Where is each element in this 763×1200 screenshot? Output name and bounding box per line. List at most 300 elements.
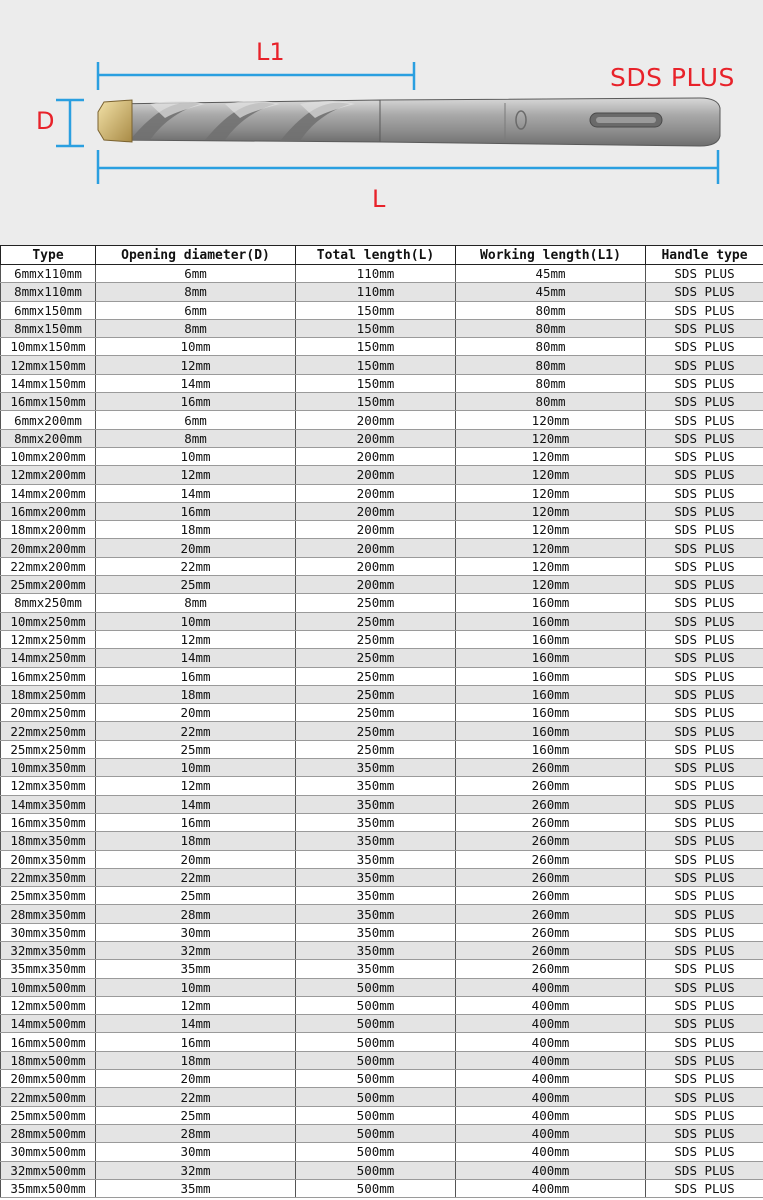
cell-working-length: 80mm xyxy=(456,338,646,356)
cell-handle-type: SDS PLUS xyxy=(646,557,763,575)
table-row xyxy=(1,941,763,959)
header-type: Type xyxy=(1,246,96,265)
cell-type: 16mmx250mm xyxy=(1,667,96,685)
cell-opening-diameter: 16mm xyxy=(96,667,296,685)
cell-working-length: 160mm xyxy=(456,612,646,630)
cell-opening-diameter: 22mm xyxy=(96,722,296,740)
cell-opening-diameter: 25mm xyxy=(96,576,296,594)
cell-handle-type: SDS PLUS xyxy=(646,722,763,740)
label-l1: L1 xyxy=(256,38,285,66)
table-row xyxy=(1,301,763,319)
drill-shank xyxy=(380,98,720,146)
table-row xyxy=(1,704,763,722)
cell-working-length: 120mm xyxy=(456,502,646,520)
cell-working-length: 260mm xyxy=(456,868,646,886)
table-row xyxy=(1,374,763,392)
cell-opening-diameter: 8mm xyxy=(96,429,296,447)
cell-type: 32mmx500mm xyxy=(1,1161,96,1179)
cell-total-length: 350mm xyxy=(296,868,456,886)
cell-opening-diameter: 20mm xyxy=(96,704,296,722)
cell-total-length: 350mm xyxy=(296,923,456,941)
cell-working-length: 260mm xyxy=(456,850,646,868)
cell-opening-diameter: 10mm xyxy=(96,338,296,356)
table-row xyxy=(1,649,763,667)
cell-total-length: 500mm xyxy=(296,1088,456,1106)
cell-opening-diameter: 12mm xyxy=(96,466,296,484)
cell-type: 10mmx250mm xyxy=(1,612,96,630)
cell-total-length: 150mm xyxy=(296,319,456,337)
cell-type: 20mmx500mm xyxy=(1,1070,96,1088)
cell-total-length: 200mm xyxy=(296,521,456,539)
cell-type: 25mmx250mm xyxy=(1,740,96,758)
cell-working-length: 160mm xyxy=(456,722,646,740)
cell-working-length: 120mm xyxy=(456,557,646,575)
cell-working-length: 120mm xyxy=(456,411,646,429)
cell-handle-type: SDS PLUS xyxy=(646,594,763,612)
cell-opening-diameter: 20mm xyxy=(96,539,296,557)
cell-type: 22mmx250mm xyxy=(1,722,96,740)
cell-working-length: 400mm xyxy=(456,978,646,996)
cell-working-length: 260mm xyxy=(456,960,646,978)
cell-type: 8mmx200mm xyxy=(1,429,96,447)
table-row xyxy=(1,740,763,758)
cell-total-length: 150mm xyxy=(296,356,456,374)
table-row xyxy=(1,1143,763,1161)
cell-handle-type: SDS PLUS xyxy=(646,813,763,831)
cell-opening-diameter: 28mm xyxy=(96,1124,296,1142)
cell-type: 28mmx350mm xyxy=(1,905,96,923)
cell-working-length: 120mm xyxy=(456,521,646,539)
cell-handle-type: SDS PLUS xyxy=(646,704,763,722)
cell-total-length: 250mm xyxy=(296,594,456,612)
cell-working-length: 160mm xyxy=(456,667,646,685)
table-row xyxy=(1,722,763,740)
table-row xyxy=(1,393,763,411)
cell-total-length: 200mm xyxy=(296,429,456,447)
table-row xyxy=(1,1179,763,1197)
cell-handle-type: SDS PLUS xyxy=(646,868,763,886)
cell-opening-diameter: 16mm xyxy=(96,1033,296,1051)
cell-handle-type: SDS PLUS xyxy=(646,1033,763,1051)
header-opening-diameter: Opening diameter(D) xyxy=(96,246,296,265)
cell-type: 14mmx150mm xyxy=(1,374,96,392)
cell-handle-type: SDS PLUS xyxy=(646,941,763,959)
drill-bit-diagram xyxy=(0,0,763,245)
cell-opening-diameter: 10mm xyxy=(96,612,296,630)
table-row xyxy=(1,923,763,941)
cell-total-length: 500mm xyxy=(296,1161,456,1179)
table-row xyxy=(1,1051,763,1069)
cell-handle-type: SDS PLUS xyxy=(646,484,763,502)
cell-type: 18mmx350mm xyxy=(1,832,96,850)
cell-type: 35mmx350mm xyxy=(1,960,96,978)
cell-type: 14mmx200mm xyxy=(1,484,96,502)
cell-opening-diameter: 20mm xyxy=(96,1070,296,1088)
cell-working-length: 260mm xyxy=(456,923,646,941)
table-row xyxy=(1,960,763,978)
table-body xyxy=(1,265,763,1198)
cell-handle-type: SDS PLUS xyxy=(646,1070,763,1088)
cell-opening-diameter: 14mm xyxy=(96,795,296,813)
table-row xyxy=(1,1161,763,1179)
table-row xyxy=(1,502,763,520)
cell-total-length: 500mm xyxy=(296,1106,456,1124)
cell-handle-type: SDS PLUS xyxy=(646,1179,763,1197)
cell-total-length: 500mm xyxy=(296,996,456,1014)
table-row xyxy=(1,887,763,905)
cell-working-length: 400mm xyxy=(456,1179,646,1197)
cell-working-length: 80mm xyxy=(456,356,646,374)
table-row xyxy=(1,795,763,813)
cell-opening-diameter: 35mm xyxy=(96,960,296,978)
cell-opening-diameter: 22mm xyxy=(96,868,296,886)
cell-type: 12mmx150mm xyxy=(1,356,96,374)
cell-handle-type: SDS PLUS xyxy=(646,850,763,868)
cell-total-length: 500mm xyxy=(296,1033,456,1051)
table-row xyxy=(1,484,763,502)
cell-working-length: 80mm xyxy=(456,301,646,319)
cell-handle-type: SDS PLUS xyxy=(646,777,763,795)
cell-type: 30mmx500mm xyxy=(1,1143,96,1161)
header-handle-type: Handle type xyxy=(646,246,763,265)
cell-handle-type: SDS PLUS xyxy=(646,539,763,557)
cell-opening-diameter: 6mm xyxy=(96,411,296,429)
cell-total-length: 500mm xyxy=(296,1143,456,1161)
cell-working-length: 400mm xyxy=(456,1070,646,1088)
cell-working-length: 260mm xyxy=(456,813,646,831)
table-row xyxy=(1,319,763,337)
cell-total-length: 250mm xyxy=(296,612,456,630)
cell-type: 8mmx250mm xyxy=(1,594,96,612)
cell-handle-type: SDS PLUS xyxy=(646,923,763,941)
cell-opening-diameter: 12mm xyxy=(96,777,296,795)
cell-type: 16mmx150mm xyxy=(1,393,96,411)
cell-total-length: 200mm xyxy=(296,411,456,429)
cell-type: 18mmx250mm xyxy=(1,685,96,703)
cell-total-length: 250mm xyxy=(296,740,456,758)
cell-total-length: 200mm xyxy=(296,576,456,594)
cell-total-length: 350mm xyxy=(296,941,456,959)
cell-type: 12mmx200mm xyxy=(1,466,96,484)
cell-total-length: 150mm xyxy=(296,301,456,319)
cell-working-length: 160mm xyxy=(456,740,646,758)
cell-opening-diameter: 10mm xyxy=(96,759,296,777)
cell-type: 14mmx250mm xyxy=(1,649,96,667)
cell-opening-diameter: 30mm xyxy=(96,923,296,941)
cell-total-length: 500mm xyxy=(296,1070,456,1088)
cell-handle-type: SDS PLUS xyxy=(646,630,763,648)
cell-type: 30mmx350mm xyxy=(1,923,96,941)
table-row xyxy=(1,411,763,429)
cell-total-length: 200mm xyxy=(296,466,456,484)
header-working-length: Working length(L1) xyxy=(456,246,646,265)
cell-type: 14mmx350mm xyxy=(1,795,96,813)
cell-type: 16mmx200mm xyxy=(1,502,96,520)
cell-handle-type: SDS PLUS xyxy=(646,301,763,319)
cell-working-length: 260mm xyxy=(456,941,646,959)
cell-type: 20mmx350mm xyxy=(1,850,96,868)
cell-type: 22mmx350mm xyxy=(1,868,96,886)
cell-working-length: 400mm xyxy=(456,1161,646,1179)
cell-opening-diameter: 32mm xyxy=(96,1161,296,1179)
cell-opening-diameter: 8mm xyxy=(96,319,296,337)
cell-opening-diameter: 18mm xyxy=(96,832,296,850)
cell-handle-type: SDS PLUS xyxy=(646,1015,763,1033)
cell-opening-diameter: 8mm xyxy=(96,594,296,612)
cell-type: 22mmx500mm xyxy=(1,1088,96,1106)
cell-total-length: 350mm xyxy=(296,777,456,795)
cell-total-length: 500mm xyxy=(296,978,456,996)
cell-handle-type: SDS PLUS xyxy=(646,466,763,484)
table-row xyxy=(1,447,763,465)
cell-working-length: 120mm xyxy=(456,484,646,502)
cell-working-length: 80mm xyxy=(456,319,646,337)
cell-handle-type: SDS PLUS xyxy=(646,795,763,813)
cell-handle-type: SDS PLUS xyxy=(646,832,763,850)
cell-handle-type: SDS PLUS xyxy=(646,667,763,685)
cell-total-length: 250mm xyxy=(296,722,456,740)
table-row xyxy=(1,283,763,301)
cell-handle-type: SDS PLUS xyxy=(646,1143,763,1161)
cell-working-length: 400mm xyxy=(456,1088,646,1106)
cell-working-length: 160mm xyxy=(456,594,646,612)
cell-opening-diameter: 18mm xyxy=(96,685,296,703)
table-header-row xyxy=(1,246,763,265)
cell-opening-diameter: 12mm xyxy=(96,630,296,648)
table-row xyxy=(1,685,763,703)
cell-total-length: 350mm xyxy=(296,832,456,850)
table-row xyxy=(1,539,763,557)
l1-dimension-line xyxy=(98,62,414,90)
cell-opening-diameter: 18mm xyxy=(96,521,296,539)
cell-total-length: 250mm xyxy=(296,704,456,722)
table-row xyxy=(1,576,763,594)
cell-working-length: 260mm xyxy=(456,777,646,795)
cell-working-length: 120mm xyxy=(456,429,646,447)
cell-type: 35mmx500mm xyxy=(1,1179,96,1197)
table-row xyxy=(1,338,763,356)
cell-handle-type: SDS PLUS xyxy=(646,685,763,703)
cell-opening-diameter: 35mm xyxy=(96,1179,296,1197)
cell-handle-type: SDS PLUS xyxy=(646,1161,763,1179)
cell-handle-type: SDS PLUS xyxy=(646,759,763,777)
cell-total-length: 200mm xyxy=(296,447,456,465)
cell-opening-diameter: 14mm xyxy=(96,484,296,502)
cell-type: 10mmx350mm xyxy=(1,759,96,777)
cell-type: 10mmx500mm xyxy=(1,978,96,996)
table-row xyxy=(1,905,763,923)
cell-total-length: 500mm xyxy=(296,1179,456,1197)
table-row xyxy=(1,521,763,539)
cell-handle-type: SDS PLUS xyxy=(646,1051,763,1069)
cell-working-length: 160mm xyxy=(456,704,646,722)
spec-table xyxy=(0,245,763,1198)
cell-type: 25mmx500mm xyxy=(1,1106,96,1124)
cell-total-length: 250mm xyxy=(296,630,456,648)
cell-total-length: 350mm xyxy=(296,905,456,923)
header-total-length: Total length(L) xyxy=(296,246,456,265)
table-row xyxy=(1,630,763,648)
table-row xyxy=(1,1088,763,1106)
table-row xyxy=(1,850,763,868)
cell-opening-diameter: 8mm xyxy=(96,283,296,301)
cell-handle-type: SDS PLUS xyxy=(646,502,763,520)
cell-handle-type: SDS PLUS xyxy=(646,338,763,356)
cell-type: 12mmx500mm xyxy=(1,996,96,1014)
cell-opening-diameter: 32mm xyxy=(96,941,296,959)
cell-type: 6mmx150mm xyxy=(1,301,96,319)
table-row xyxy=(1,996,763,1014)
cell-opening-diameter: 22mm xyxy=(96,1088,296,1106)
cell-working-length: 45mm xyxy=(456,265,646,283)
table-row xyxy=(1,265,763,283)
cell-opening-diameter: 18mm xyxy=(96,1051,296,1069)
cell-type: 25mmx200mm xyxy=(1,576,96,594)
cell-handle-type: SDS PLUS xyxy=(646,996,763,1014)
cell-type: 32mmx350mm xyxy=(1,941,96,959)
cell-handle-type: SDS PLUS xyxy=(646,740,763,758)
cell-working-length: 120mm xyxy=(456,576,646,594)
label-d: D xyxy=(36,107,55,135)
cell-opening-diameter: 10mm xyxy=(96,447,296,465)
cell-total-length: 350mm xyxy=(296,795,456,813)
cell-total-length: 500mm xyxy=(296,1015,456,1033)
cell-handle-type: SDS PLUS xyxy=(646,429,763,447)
cell-type: 6mmx200mm xyxy=(1,411,96,429)
table-row xyxy=(1,813,763,831)
cell-total-length: 200mm xyxy=(296,539,456,557)
cell-opening-diameter: 14mm xyxy=(96,1015,296,1033)
table-row xyxy=(1,356,763,374)
cell-total-length: 500mm xyxy=(296,1124,456,1142)
carbide-tip xyxy=(98,100,132,142)
cell-working-length: 80mm xyxy=(456,374,646,392)
cell-working-length: 45mm xyxy=(456,283,646,301)
cell-working-length: 400mm xyxy=(456,1106,646,1124)
cell-type: 16mmx350mm xyxy=(1,813,96,831)
cell-working-length: 400mm xyxy=(456,1051,646,1069)
cell-type: 25mmx350mm xyxy=(1,887,96,905)
cell-type: 12mmx350mm xyxy=(1,777,96,795)
cell-handle-type: SDS PLUS xyxy=(646,960,763,978)
label-l: L xyxy=(372,185,386,213)
cell-total-length: 350mm xyxy=(296,759,456,777)
cell-opening-diameter: 16mm xyxy=(96,502,296,520)
cell-opening-diameter: 22mm xyxy=(96,557,296,575)
cell-opening-diameter: 6mm xyxy=(96,301,296,319)
table-row xyxy=(1,868,763,886)
cell-total-length: 200mm xyxy=(296,484,456,502)
table-row xyxy=(1,1124,763,1142)
cell-type: 20mmx200mm xyxy=(1,539,96,557)
cell-working-length: 260mm xyxy=(456,759,646,777)
cell-type: 8mmx110mm xyxy=(1,283,96,301)
cell-total-length: 350mm xyxy=(296,960,456,978)
cell-handle-type: SDS PLUS xyxy=(646,887,763,905)
cell-handle-type: SDS PLUS xyxy=(646,905,763,923)
cell-working-length: 160mm xyxy=(456,649,646,667)
cell-opening-diameter: 10mm xyxy=(96,978,296,996)
cell-opening-diameter: 25mm xyxy=(96,1106,296,1124)
cell-opening-diameter: 14mm xyxy=(96,374,296,392)
cell-handle-type: SDS PLUS xyxy=(646,1106,763,1124)
cell-type: 14mmx500mm xyxy=(1,1015,96,1033)
cell-opening-diameter: 28mm xyxy=(96,905,296,923)
cell-total-length: 350mm xyxy=(296,887,456,905)
cell-opening-diameter: 16mm xyxy=(96,393,296,411)
cell-total-length: 200mm xyxy=(296,502,456,520)
cell-working-length: 400mm xyxy=(456,996,646,1014)
cell-handle-type: SDS PLUS xyxy=(646,447,763,465)
cell-working-length: 80mm xyxy=(456,393,646,411)
table-row xyxy=(1,466,763,484)
cell-working-length: 400mm xyxy=(456,1015,646,1033)
l-dimension-line xyxy=(98,150,718,184)
cell-type: 16mmx500mm xyxy=(1,1033,96,1051)
cell-total-length: 200mm xyxy=(296,557,456,575)
cell-total-length: 350mm xyxy=(296,813,456,831)
cell-type: 22mmx200mm xyxy=(1,557,96,575)
table-row xyxy=(1,1106,763,1124)
cell-handle-type: SDS PLUS xyxy=(646,265,763,283)
table-row xyxy=(1,759,763,777)
cell-working-length: 400mm xyxy=(456,1124,646,1142)
cell-total-length: 250mm xyxy=(296,685,456,703)
cell-type: 18mmx200mm xyxy=(1,521,96,539)
cell-opening-diameter: 12mm xyxy=(96,996,296,1014)
cell-handle-type: SDS PLUS xyxy=(646,356,763,374)
label-handle-type: SDS PLUS xyxy=(610,63,735,92)
cell-working-length: 260mm xyxy=(456,905,646,923)
table-row xyxy=(1,667,763,685)
cell-type: 8mmx150mm xyxy=(1,319,96,337)
table-row xyxy=(1,1015,763,1033)
table-row xyxy=(1,978,763,996)
cell-type: 12mmx250mm xyxy=(1,630,96,648)
cell-type: 20mmx250mm xyxy=(1,704,96,722)
table-row xyxy=(1,429,763,447)
cell-working-length: 260mm xyxy=(456,887,646,905)
table-row xyxy=(1,612,763,630)
cell-opening-diameter: 25mm xyxy=(96,887,296,905)
cell-opening-diameter: 30mm xyxy=(96,1143,296,1161)
cell-working-length: 120mm xyxy=(456,539,646,557)
cell-handle-type: SDS PLUS xyxy=(646,374,763,392)
table-row xyxy=(1,594,763,612)
cell-working-length: 260mm xyxy=(456,832,646,850)
cell-working-length: 260mm xyxy=(456,795,646,813)
cell-handle-type: SDS PLUS xyxy=(646,393,763,411)
cell-working-length: 160mm xyxy=(456,685,646,703)
cell-handle-type: SDS PLUS xyxy=(646,521,763,539)
cell-handle-type: SDS PLUS xyxy=(646,978,763,996)
cell-total-length: 150mm xyxy=(296,338,456,356)
cell-total-length: 110mm xyxy=(296,265,456,283)
cell-handle-type: SDS PLUS xyxy=(646,649,763,667)
cell-working-length: 160mm xyxy=(456,630,646,648)
cell-working-length: 120mm xyxy=(456,466,646,484)
cell-type: 28mmx500mm xyxy=(1,1124,96,1142)
cell-handle-type: SDS PLUS xyxy=(646,411,763,429)
cell-handle-type: SDS PLUS xyxy=(646,283,763,301)
cell-total-length: 250mm xyxy=(296,649,456,667)
cell-type: 10mmx200mm xyxy=(1,447,96,465)
cell-working-length: 400mm xyxy=(456,1143,646,1161)
cell-opening-diameter: 6mm xyxy=(96,265,296,283)
cell-handle-type: SDS PLUS xyxy=(646,576,763,594)
table-row xyxy=(1,557,763,575)
table-row xyxy=(1,777,763,795)
